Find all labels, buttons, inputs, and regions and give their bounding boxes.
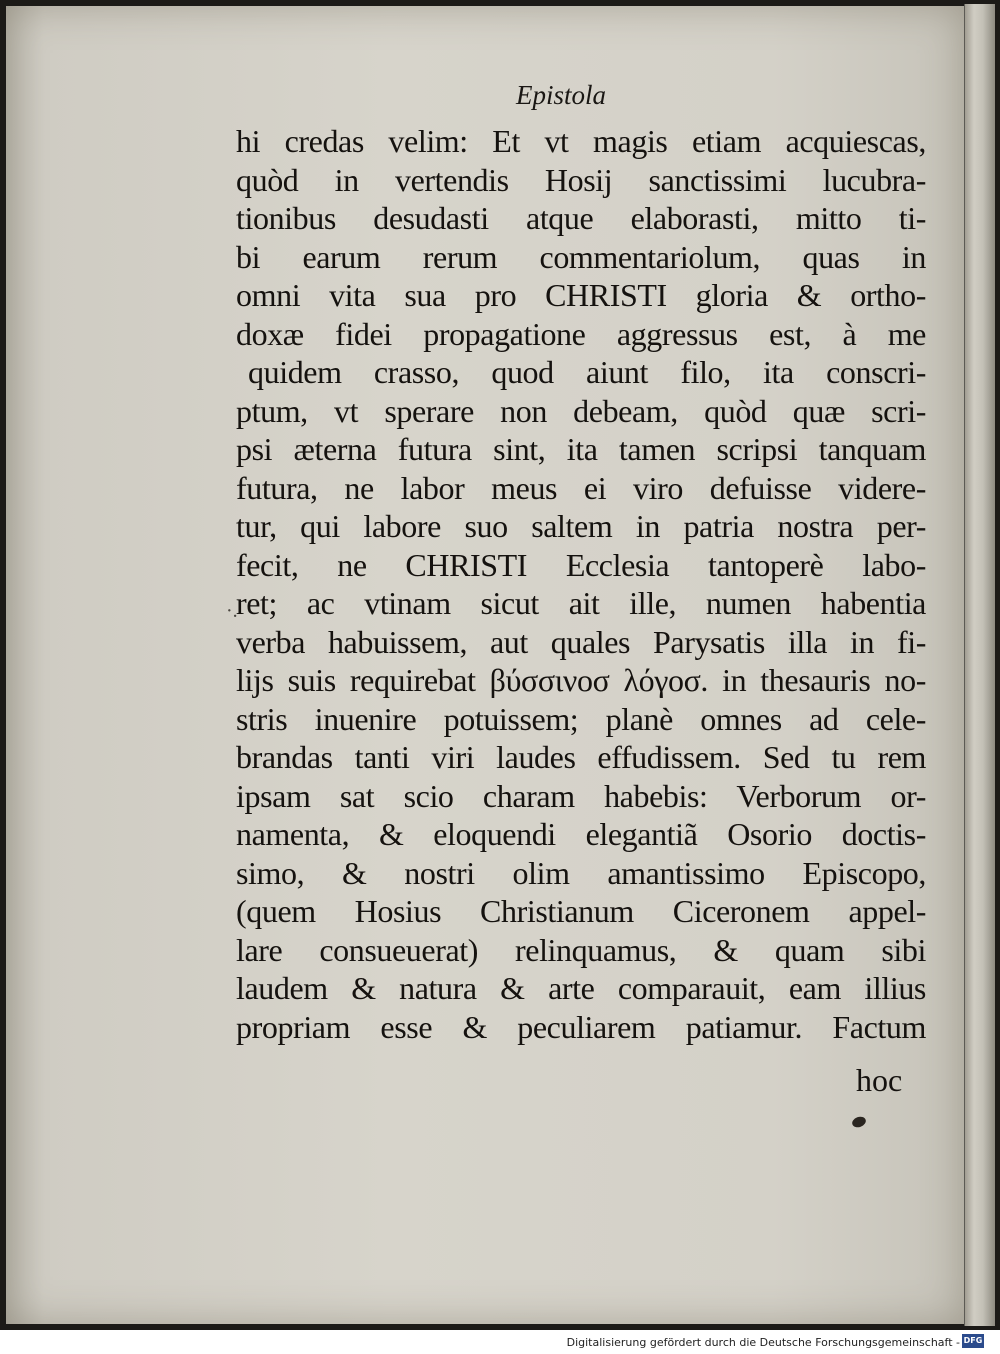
text-line: simo, & nostri olim amantissimo Episcopo, — [236, 854, 926, 891]
text-line: tur, qui labore suo saltem in patria nostra per- — [236, 508, 926, 544]
body-text — [236, 122, 926, 1046]
margin-mark: ·. — [226, 600, 238, 622]
text-line: stris inuenire potuissem; planè omnes ad cele- — [236, 700, 926, 737]
text-line: psi æterna futura sint, ita tamen scripsi tanquam — [236, 431, 926, 467]
text-line: omni vita sua pro CHRISTI gloria & ortho- — [236, 277, 926, 313]
running-head: Epistola — [516, 80, 607, 110]
text-line: brandas tanti viri laudes effudissem. Sed tu rem — [236, 739, 926, 775]
text-line: ipsam sat scio charam habebis: Verborum or- — [236, 777, 926, 814]
text-line: lare consueuerat) relinquamus, & quam sibi — [236, 931, 926, 968]
text-line: doxæ fidei propagatione aggressus est, à me — [236, 315, 926, 352]
text-line: ret; ac vtinam sicut ait ille, numen habentia — [236, 585, 926, 621]
text-line: propriam esse & peculiarem patiamur. Factum — [236, 1008, 926, 1045]
text-line: tionibus desudasti atque elaborasti, mitto ti- — [236, 200, 926, 236]
text-line: quidem crasso, quod aiunt filo, ita conscri- — [248, 354, 926, 390]
text-line: verba habuissem, aut quales Parysatis illa in fi- — [236, 623, 926, 660]
text-line: quòd in vertendis Hosij sanctissimi lucubra- — [236, 161, 926, 198]
text-line: ptum, vt sperare non debeam, quòd quæ scri- — [236, 392, 926, 429]
text-line: hi credas velim: Et vt magis etiam acquiescas, — [236, 123, 926, 159]
text-line: namenta, & eloquendi elegantiã Osorio doctis- — [236, 816, 926, 852]
dfg-logo-icon: DFG — [962, 1334, 984, 1348]
footer-credit: Digitalisierung gefördert durch die Deutsche Forschungsgemeinschaft - — [566, 1336, 960, 1349]
text-line: laudem & natura & arte comparauit, eam illius — [236, 970, 926, 1006]
text-line: futura, ne labor meus ei viro defuisse videre- — [236, 469, 926, 506]
text-line: lijs suis requirebat βύσσινοσ λόγοσ. in thesauris no- — [236, 662, 926, 698]
text-line: (quem Hosius Christianum Ciceronem appel- — [236, 893, 926, 929]
text-line: bi earum rerum commentariolum, quas in — [236, 238, 926, 275]
catchword: hoc — [856, 1062, 903, 1098]
text-line: fecit, ne CHRISTI Ecclesia tantoperè labo- — [236, 546, 926, 583]
page-edge — [964, 4, 995, 1326]
